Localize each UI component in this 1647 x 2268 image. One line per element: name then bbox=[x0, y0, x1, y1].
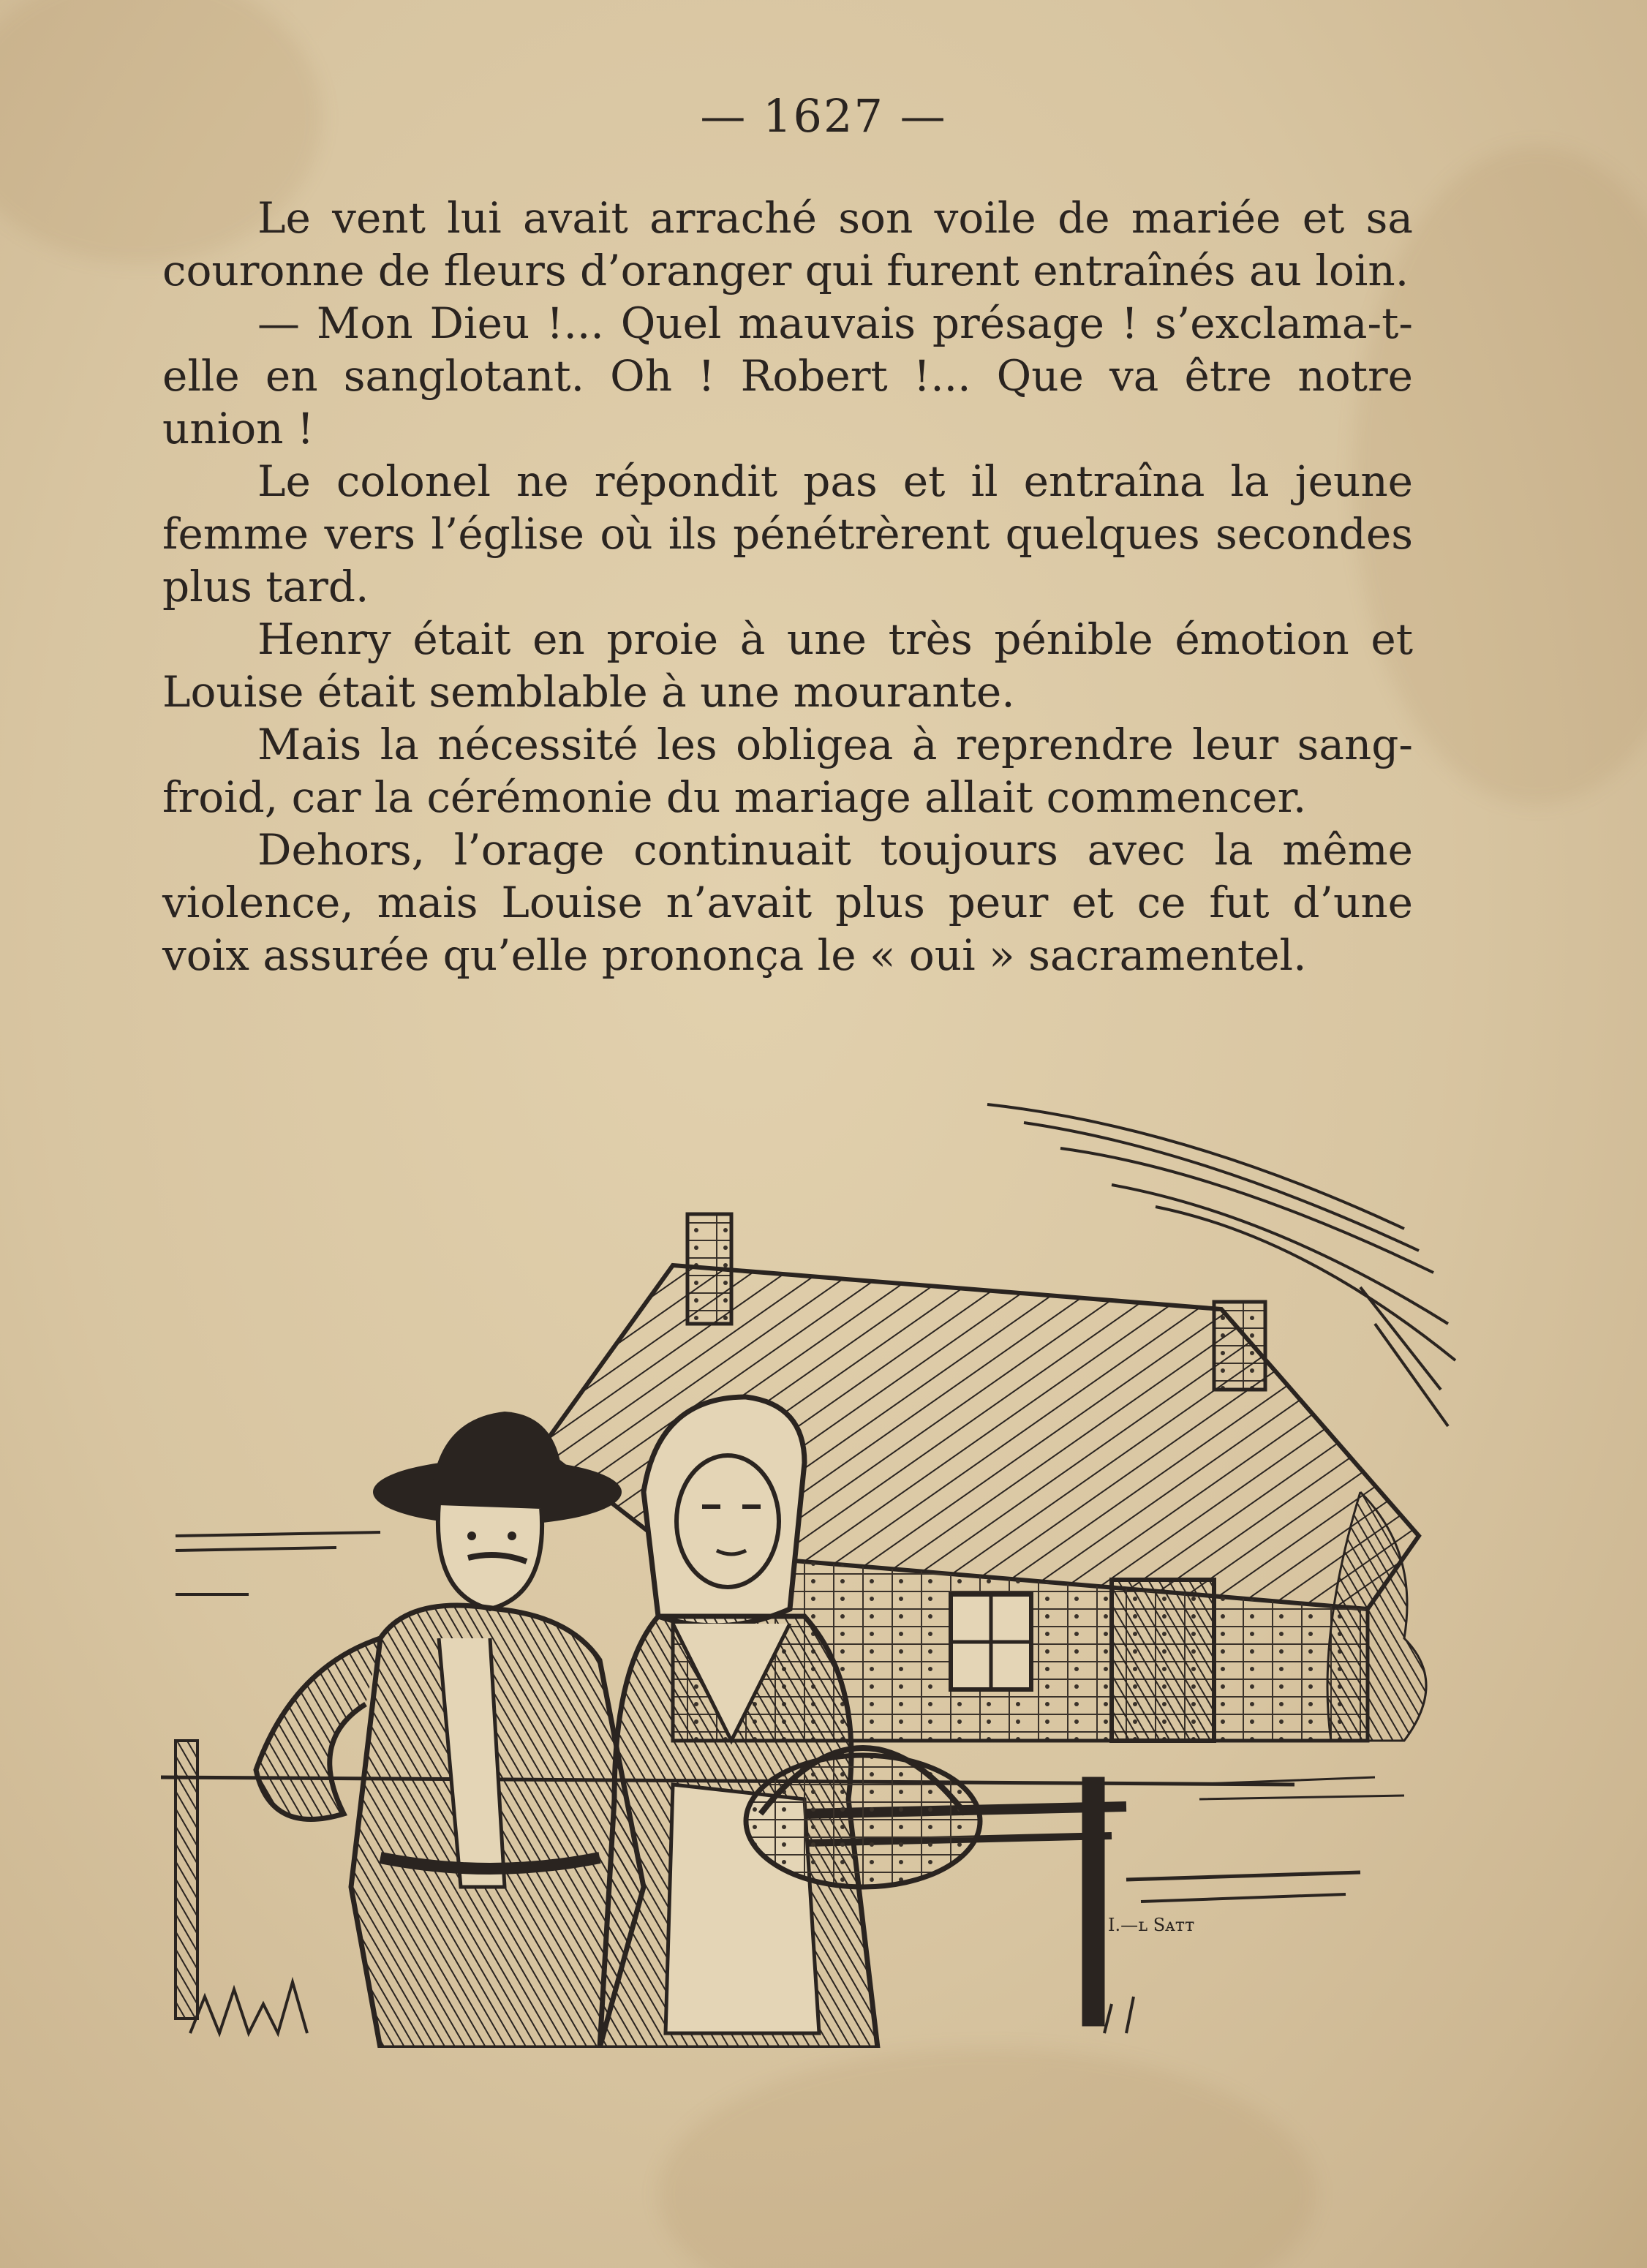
paragraph: Mais la nécessité les obligea à reprendre leur sang-froid, car la cérémonie du mariage allait commencer. bbox=[162, 720, 1413, 822]
engraving-illustration bbox=[161, 1082, 1463, 2048]
paragraph: Dehors, l’orage continuait toujours avec la même violence, mais Louise n’avait plus peur et ce fut d’une voix assurée qu’elle prononça le « oui » sacramentel. bbox=[162, 825, 1413, 980]
peasant-man-figure bbox=[256, 1412, 644, 2048]
paper-stain bbox=[658, 2048, 1316, 2268]
engraver-signature: I.—ʟ Sᴀᴛᴛ bbox=[1108, 1915, 1195, 1935]
paragraph: Le colonel ne répondit pas et il entraîna la jeune femme vers l’église où ils pénétrèrent quelques secondes plus tard. bbox=[162, 456, 1413, 611]
page-number: — 1627 — bbox=[700, 89, 947, 143]
paragraph: — Mon Dieu !... Quel mauvais présage ! s’exclama-t-elle en sanglotant. Oh ! Robert !... Que va être notre union ! bbox=[162, 298, 1413, 453]
paragraph: Henry était en proie à une très pénible émotion et Louise était semblable à une mourante. bbox=[162, 614, 1413, 717]
body-text bbox=[162, 192, 1413, 982]
paragraph: Le vent lui avait arraché son voile de mariée et sa couronne de fleurs d’oranger qui furent entraînés au loin. bbox=[162, 193, 1413, 295]
